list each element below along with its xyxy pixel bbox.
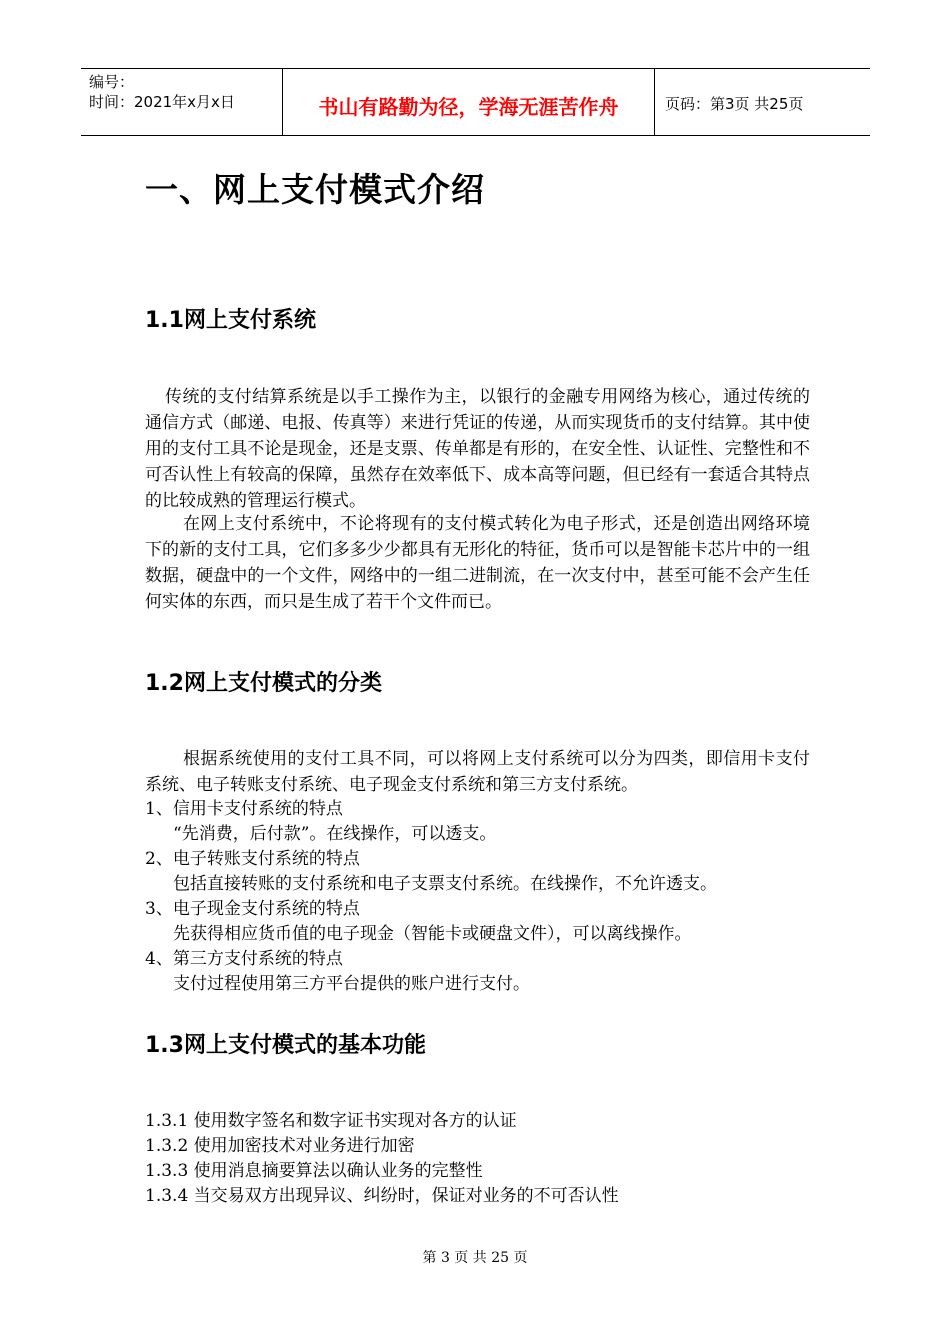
document-time-label: 时间：2021年x月x日	[89, 93, 235, 111]
header-motto-cell	[283, 69, 655, 135]
header-motto: 书山有路勤为径，学海无涯苦作舟	[318, 95, 619, 119]
list-item-title: 2、电子转账支付系统的特点	[145, 849, 360, 869]
list-item-title: 1、信用卡支付系统的特点	[145, 799, 343, 819]
header-info-cell	[81, 69, 283, 135]
list-item-desc: 先获得相应货币值的电子现金（智能卡或硬盘文件），可以离线操作。	[173, 924, 692, 944]
page-footer: 第 3 页 共 25 页	[422, 1250, 528, 1266]
list-item-desc: 包括直接转账的支付系统和电子支票支付系统。在线操作，不允许透支。	[173, 874, 717, 894]
page-title: 一、网上支付模式介绍	[145, 170, 485, 209]
section-1-1-paragraph-1: 传统的支付结算系统是以手工操作为主，以银行的金融专用网络为核心，通过传统的通信方式（邮递、电报、传真等）来进行凭证的传递，从而实现货币的支付结算。其中使用的支付工具不论是现金，还是支票、传单都是有形的，在安全性、认证性、完整性和不可否认性上有较高的保障，虽然存在效率低下、成本高等问题，但已经有一套适合其特点的比较成熟的管理运行模式。	[145, 387, 810, 511]
function-item: 1.3.3 使用消息摘要算法以确认业务的完整性	[145, 1161, 483, 1181]
section-1-2-intro: 根据系统使用的支付工具不同，可以将网上支付系统可以分为四类，即信用卡支付系统、电子转账支付系统、电子现金支付系统和第三方支付系统。	[145, 749, 810, 795]
list-item-desc: “先消费，后付款”。在线操作，可以透支。	[173, 824, 497, 844]
page-header	[81, 68, 870, 136]
section-heading-1-3: 1.3网上支付模式的基本功能	[145, 1033, 426, 1058]
list-item-title: 3、电子现金支付系统的特点	[145, 899, 360, 919]
header-page-label: 页码：第3页 共25页	[665, 95, 804, 113]
function-item: 1.3.2 使用加密技术对业务进行加密	[145, 1136, 415, 1156]
list-item-title: 4、第三方支付系统的特点	[145, 949, 343, 969]
section-heading-1-1: 1.1网上支付系统	[145, 308, 316, 333]
section-1-1-paragraph-2: 在网上支付系统中，不论将现有的支付模式转化为电子形式，还是创造出网络环境下的新的支付工具，它们多多少少都具有无形化的特征，货币可以是智能卡芯片中的一组数据，硬盘中的一个文件，网络中的一组二进制流，在一次支付中，甚至可能不会产生任何实体的东西，而只是生成了若干个文件而已。	[145, 514, 810, 612]
list-item-desc: 支付过程使用第三方平台提供的账户进行支付。	[173, 974, 530, 994]
document-number-label: 编号：	[89, 73, 135, 91]
function-item: 1.3.4 当交易双方出现异议、纠纷时，保证对业务的不可否认性	[145, 1186, 619, 1206]
section-heading-1-2: 1.2网上支付模式的分类	[145, 671, 382, 696]
function-item: 1.3.1 使用数字签名和数字证书实现对各方的认证	[145, 1111, 517, 1131]
header-page-cell	[655, 69, 870, 135]
